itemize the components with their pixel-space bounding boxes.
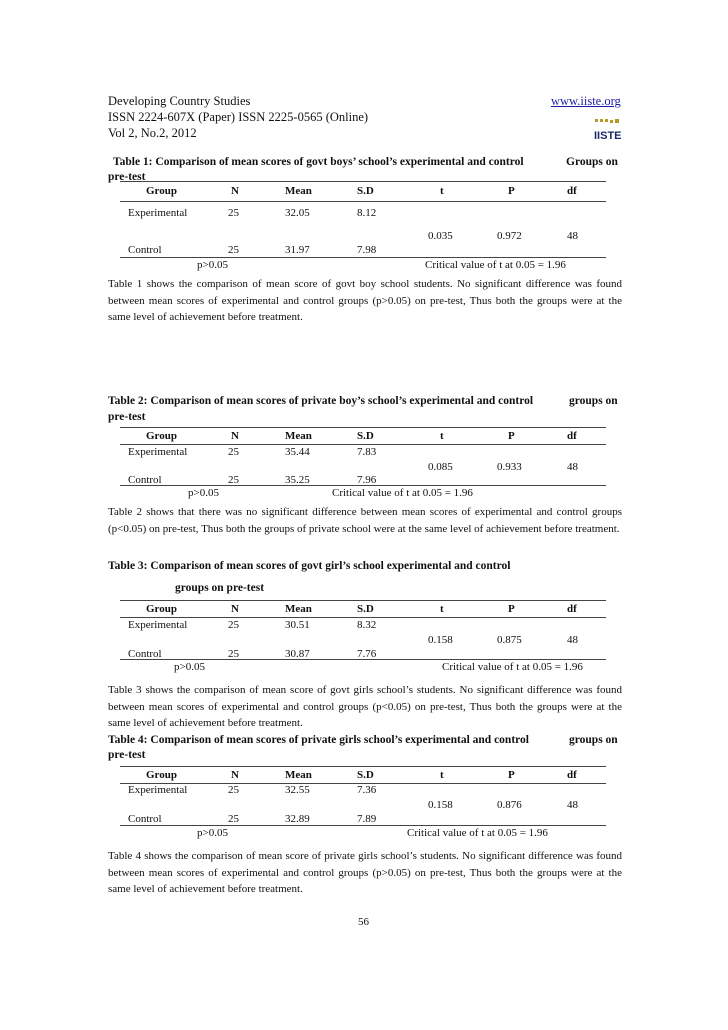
- table4-paragraph: Table 4 shows the comparison of mean score of private girls school’s students. No significant difference was found between mean scores of experimental and control groups (p>0.05) on pre-test, Thus both the groups were at the same level of achievement before treatment.: [108, 850, 622, 895]
- table3-row1-n: 25: [228, 619, 239, 631]
- table3-col-t: t: [440, 603, 444, 615]
- table3-col-n: N: [231, 603, 239, 615]
- table4-critical-value: Critical value of t at 0.05 = 1.96: [407, 827, 548, 839]
- issn-line: ISSN 2224-607X (Paper) ISSN 2225-0565 (Online): [108, 110, 369, 124]
- table4-col-mean: Mean: [285, 769, 312, 781]
- table1-header-rule: [120, 201, 606, 202]
- table2-top-rule: [120, 427, 606, 428]
- table3-row2-mean: 30.87: [285, 648, 310, 660]
- table4-caption-cont: pre-test: [108, 749, 146, 761]
- table1-col-sd: S.D: [357, 185, 374, 197]
- table2-col-p: P: [508, 430, 515, 442]
- table4-col-sd: S.D: [357, 769, 374, 781]
- table2-row1-group: Experimental: [128, 446, 188, 458]
- table3-t-value: 0.158: [428, 634, 453, 646]
- table4-col-t: t: [440, 769, 444, 781]
- table3-row2-sd: 7.76: [357, 648, 377, 660]
- table2-critical-value: Critical value of t at 0.05 = 1.96: [332, 487, 473, 499]
- table4-df-value: 48: [567, 799, 578, 811]
- table3-paragraph: Table 3 shows the comparison of mean score of govt girls school’s students. No significant difference was found between mean scores of experimental and control groups (p<0.05) on pre-test, Thus both the groups were at the same level of achievement before treatment.: [108, 684, 622, 729]
- table3-header-rule: [120, 617, 606, 618]
- table4-row1-mean: 32.55: [285, 784, 310, 796]
- table2-caption-cont: pre-test: [108, 411, 146, 423]
- table4-top-rule: [120, 766, 606, 767]
- table1-col-n: N: [231, 185, 239, 197]
- table1-caption: Table 1: Comparison of mean scores of govt boys’ school’s experimental and control: [113, 156, 524, 168]
- table2-df-value: 48: [567, 461, 578, 473]
- table4-caption: Table 4: Comparison of mean scores of private girls school’s experimental and control: [108, 734, 530, 746]
- table3-critical-value: Critical value of t at 0.05 = 1.96: [442, 661, 583, 673]
- table1-caption-cont: pre-test: [108, 171, 146, 183]
- table3-top-rule: [120, 600, 606, 601]
- table2-row1-sd: 7.83: [357, 446, 377, 458]
- table1-df-value: 48: [567, 230, 578, 242]
- table3-row1-sd: 8.32: [357, 619, 377, 631]
- table1-row1-n: 25: [228, 207, 239, 219]
- table2-row1-mean: 35.44: [285, 446, 310, 458]
- table2-p-value: 0.933: [497, 461, 522, 473]
- table3-col-p: P: [508, 603, 515, 615]
- table1-caption-end: Groups on: [566, 156, 618, 168]
- table1-col-df: df: [567, 185, 577, 197]
- table1-row2-sd: 7.98: [357, 244, 377, 256]
- table2-row2-mean: 35.25: [285, 474, 310, 486]
- table3-row1-group: Experimental: [128, 619, 188, 631]
- table3-col-mean: Mean: [285, 603, 312, 615]
- table4-t-value: 0.158: [428, 799, 453, 811]
- table3-caption-cont: groups on pre-test: [175, 582, 265, 594]
- table2-row1-n: 25: [228, 446, 239, 458]
- table3-col-group: Group: [146, 603, 177, 615]
- table2-t-value: 0.085: [428, 461, 453, 473]
- table2-caption-end: groups on: [569, 395, 618, 407]
- table3-col-df: df: [567, 603, 577, 615]
- table1-row2-mean: 31.97: [285, 244, 310, 256]
- table4-col-df: df: [567, 769, 577, 781]
- table2-col-df: df: [567, 430, 577, 442]
- table2-caption: Table 2: Comparison of mean scores of private boy’s school’s experimental and control: [108, 395, 534, 407]
- table3-significance: p>0.05: [174, 661, 205, 673]
- table3-row2-group: Control: [128, 648, 162, 660]
- table1-top-rule: [120, 181, 606, 182]
- table4-caption-end: groups on: [569, 734, 618, 746]
- table2-significance: p>0.05: [188, 487, 219, 499]
- table2-col-n: N: [231, 430, 239, 442]
- journal-title: Developing Country Studies: [108, 94, 251, 108]
- table4-row1-group: Experimental: [128, 784, 188, 796]
- table4-bottom-rule: [120, 825, 606, 826]
- table3-caption: Table 3: Comparison of mean scores of govt girl’s school experimental and control: [108, 560, 511, 572]
- table3-col-sd: S.D: [357, 603, 374, 615]
- table2-row2-sd: 7.96: [357, 474, 377, 486]
- table2-col-group: Group: [146, 430, 177, 442]
- table4-row2-n: 25: [228, 813, 239, 825]
- table3-bottom-rule: [120, 659, 606, 660]
- table4-row2-group: Control: [128, 813, 162, 825]
- table3-row1-mean: 30.51: [285, 619, 310, 631]
- table1-t-value: 0.035: [428, 230, 453, 242]
- table1-significance: p>0.05: [197, 259, 228, 271]
- table3-row2-n: 25: [228, 648, 239, 660]
- table1-col-p: P: [508, 185, 515, 197]
- table4-row1-sd: 7.36: [357, 784, 377, 796]
- table1-p-value: 0.972: [497, 230, 522, 242]
- table4-significance: p>0.05: [197, 827, 228, 839]
- table4-row1-n: 25: [228, 784, 239, 796]
- table1-row2-group: Control: [128, 244, 162, 256]
- table2-col-sd: S.D: [357, 430, 374, 442]
- volume-line: Vol 2, No.2, 2012: [108, 126, 197, 140]
- table4-col-n: N: [231, 769, 239, 781]
- table1-paragraph: Table 1 shows the comparison of mean score of govt boy school students. No significant difference was found between mean scores of experimental and control groups (p>0.05) on pre-test, Thus both the groups were at the same level of achievement before treatment.: [108, 278, 622, 323]
- table1-row1-mean: 32.05: [285, 207, 310, 219]
- journal-url-link[interactable]: www.iiste.org: [551, 94, 621, 108]
- table2-bottom-rule: [120, 485, 606, 486]
- table1-col-group: Group: [146, 185, 177, 197]
- table2-paragraph: Table 2 shows that there was no significant difference between mean scores of experimental and control groups (p<0.05) on pre-test, Thus both the groups of private school were at the same level of achievement before treatment.: [108, 506, 622, 535]
- table1-col-mean: Mean: [285, 185, 312, 197]
- table2-row2-group: Control: [128, 474, 162, 486]
- table3-df-value: 48: [567, 634, 578, 646]
- table1-bottom-rule: [120, 257, 606, 258]
- table4-p-value: 0.876: [497, 799, 522, 811]
- table4-col-p: P: [508, 769, 515, 781]
- table3-p-value: 0.875: [497, 634, 522, 646]
- table2-row2-n: 25: [228, 474, 239, 486]
- table4-row2-mean: 32.89: [285, 813, 310, 825]
- page-number: 56: [358, 916, 369, 928]
- iiste-logo-icon: [593, 118, 623, 142]
- logo-text: IISTE: [594, 130, 622, 142]
- table1-col-t: t: [440, 185, 444, 197]
- table1-row2-n: 25: [228, 244, 239, 256]
- table2-col-t: t: [440, 430, 444, 442]
- table4-col-group: Group: [146, 769, 177, 781]
- table2-header-rule: [120, 444, 606, 445]
- table1-critical-value: Critical value of t at 0.05 = 1.96: [425, 259, 566, 271]
- table4-row2-sd: 7.89: [357, 813, 377, 825]
- table1-row1-sd: 8.12: [357, 207, 377, 219]
- table1-row1-group: Experimental: [128, 207, 188, 219]
- table2-col-mean: Mean: [285, 430, 312, 442]
